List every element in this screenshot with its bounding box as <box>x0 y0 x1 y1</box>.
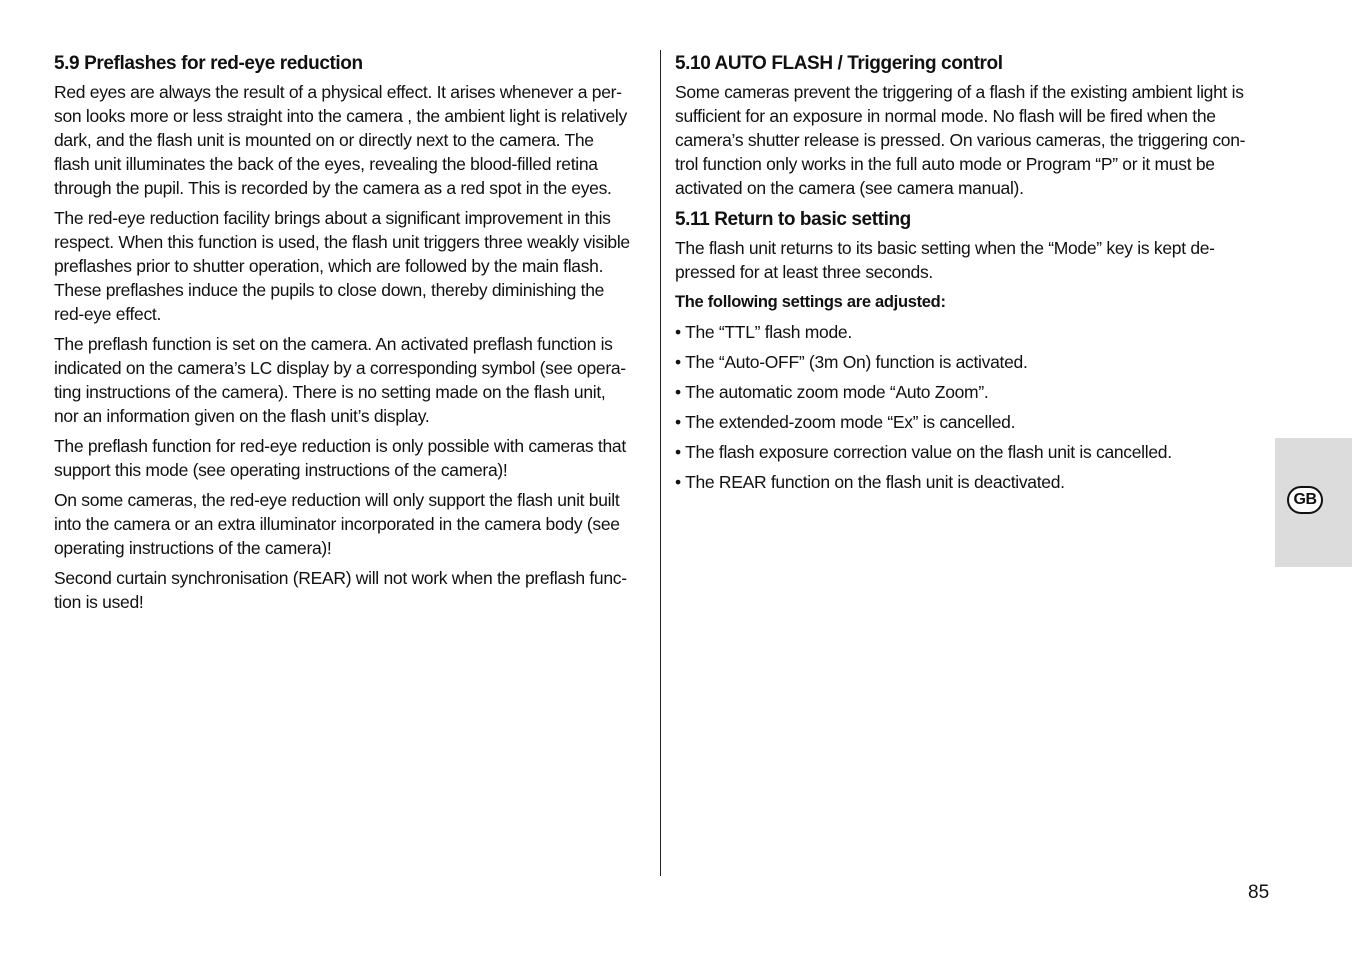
language-tab <box>1275 438 1352 567</box>
paragraph: Second curtain synchronisation (REAR) will not work when the preflash func- tion is used! <box>54 568 627 612</box>
list-item: • The flash exposure correction value on the flash unit is cancelled. <box>675 442 1172 462</box>
list-item: • The extended-zoom mode “Ex” is cancelled. <box>675 412 1016 432</box>
paragraph: Red eyes are always the result of a physical effect. It arises whenever a per- son looks more or less straight into the camera , the ambient light is relatively dark, and the flash unit is mounted on or directly next to the camera. The flash unit illuminates the back of the eyes, revealing the blood-filled retina through the pupil. This is recorded by the camera as a red spot in the eyes. <box>54 82 627 198</box>
column-divider <box>660 50 661 876</box>
list-item: • The automatic zoom mode “Auto Zoom”. <box>675 382 989 402</box>
paragraph: The red-eye reduction facility brings about a significant improvement in this respect. When this function is used, the flash unit triggers three weakly visible preflashes prior to shutter operation, which are followed by the main flash. These preflashes induce the pupils to close down, thereby diminishing the red-eye effect. <box>54 208 630 324</box>
paragraph: Some cameras prevent the triggering of a flash if the existing ambient light is sufficient for an exposure in normal mode. No flash will be fired when the camera’s shutter release is pressed. On various cameras, the triggering con- trol function only works in the full auto mode or Program “P” or it must be activated on the camera (see camera manual). <box>675 82 1246 198</box>
list-item: • The “TTL” flash mode. <box>675 322 852 342</box>
paragraph: The preflash function is set on the camera. An activated preflash function is indicated on the camera’s LC display by a corresponding symbol (see opera- ting instructions of the camera). There is no setting made on the flash unit, nor an information given on the flash unit’s display. <box>54 334 626 426</box>
list-item: • The REAR function on the flash unit is deactivated. <box>675 472 1065 492</box>
section-heading-5-10: 5.10 AUTO FLASH / Triggering control <box>675 53 1003 74</box>
paragraph: The preflash function for red-eye reduction is only possible with cameras that support this mode (see operating instructions of the camera)! <box>54 436 626 480</box>
paragraph: On some cameras, the red-eye reduction will only support the flash unit built into the camera or an extra illuminator incorporated in the camera body (see operating instructions of the camera)! <box>54 490 620 558</box>
settings-list <box>675 320 1275 494</box>
section-heading-5-9: 5.9 Preflashes for red-eye reduction <box>54 53 363 74</box>
paragraph: The flash unit returns to its basic setting when the “Mode” key is kept de- pressed for at least three seconds. <box>675 238 1215 282</box>
settings-label: The following settings are adjusted: <box>675 293 946 311</box>
left-column <box>54 50 654 620</box>
list-item: • The “Auto-OFF” (3m On) function is activated. <box>675 352 1028 372</box>
section-heading-5-11: 5.11 Return to basic setting <box>675 209 911 230</box>
right-column <box>675 50 1275 500</box>
page-number: 85 <box>1248 882 1270 903</box>
language-badge: GB <box>1287 486 1323 514</box>
